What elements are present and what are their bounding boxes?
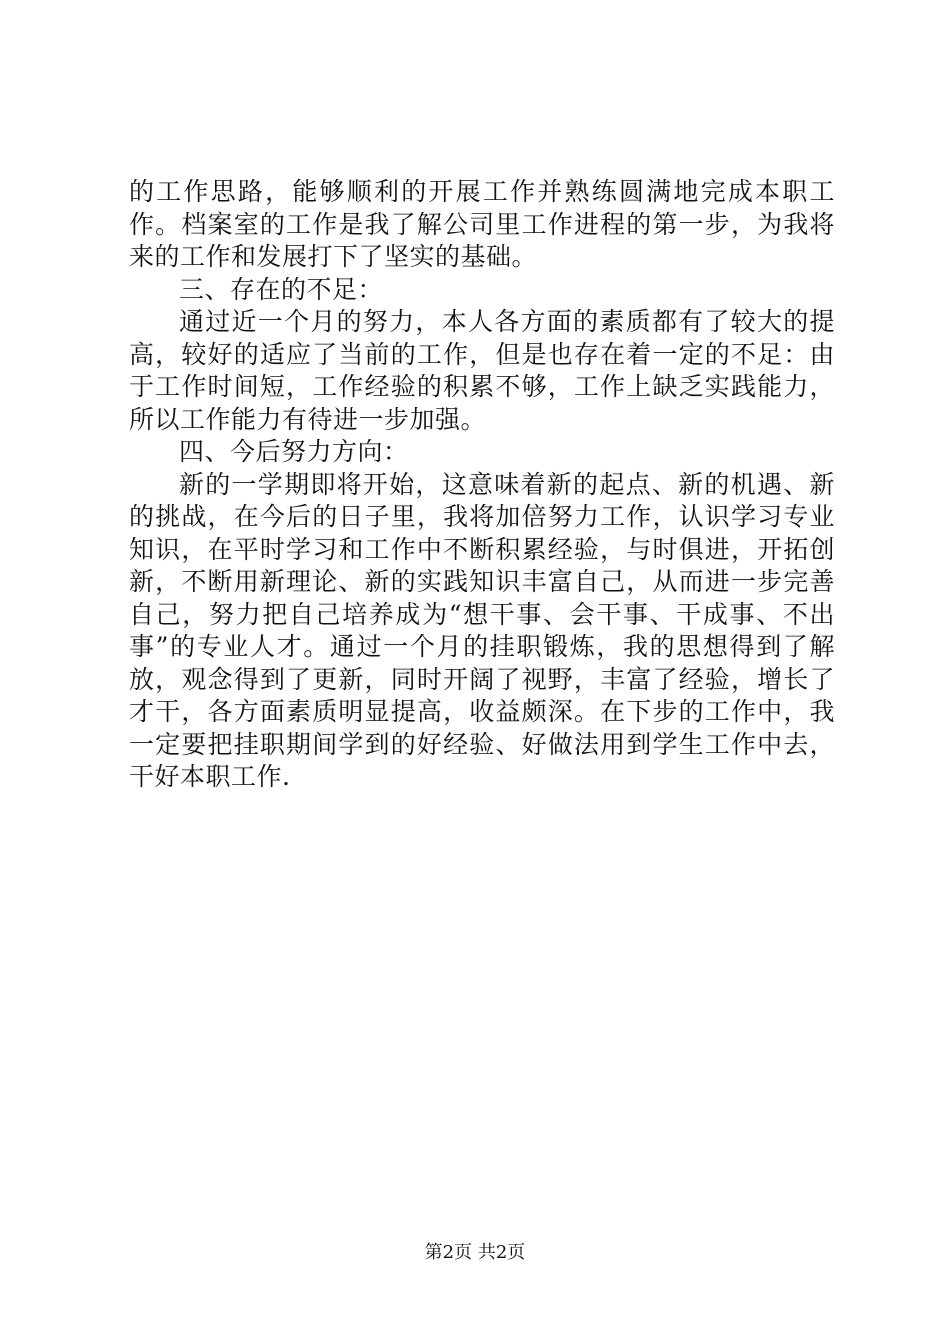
paragraph-future-direction: 新的一学期即将开始，这意味着新的起点、新的机遇、新的挑战，在今后的日子里，我将加倍努力工作，认识学习专业知识，在平时学习和工作中不断积累经验，与时俱进，开拓创新，不断用新理论、新的实践知识丰富自己，从而进一步完善自己，努力把自己培养成为“想干事、会干事、干成事、不出事”的专业人才。通过一个月的挂职锻炼，我的思想得到了解放，观念得到了更新，同时开阔了视野，丰富了经验，增长了才干，各方面素质明显提高，收益颇深。在下步的工作中，我一定要把挂职期间学到的好经验、好做法用到学生工作中去，干好本职工作.	[129, 469, 835, 791]
page-number-footer: 第2页 共2页	[424, 1242, 526, 1263]
paragraph-shortcomings: 通过近一个月的努力，本人各方面的素质都有了较大的提高，较好的适应了当前的工作，但是也存在着一定的不足：由于工作时间短，工作经验的积累不够，工作上缺乏实践能力，所以工作能力有待进一步加强。	[129, 307, 835, 434]
document-body	[129, 176, 835, 794]
section-heading-future-direction: 四、今后努力方向：	[179, 437, 409, 466]
paragraph-continuation: 的工作思路，能够顺利的开展工作并熟练圆满地完成本职工作。档案室的工作是我了解公司里工作进程的第一步，为我将来的工作和发展打下了坚实的基础。	[129, 177, 835, 271]
section-heading-shortcomings: 三、存在的不足：	[179, 274, 384, 304]
